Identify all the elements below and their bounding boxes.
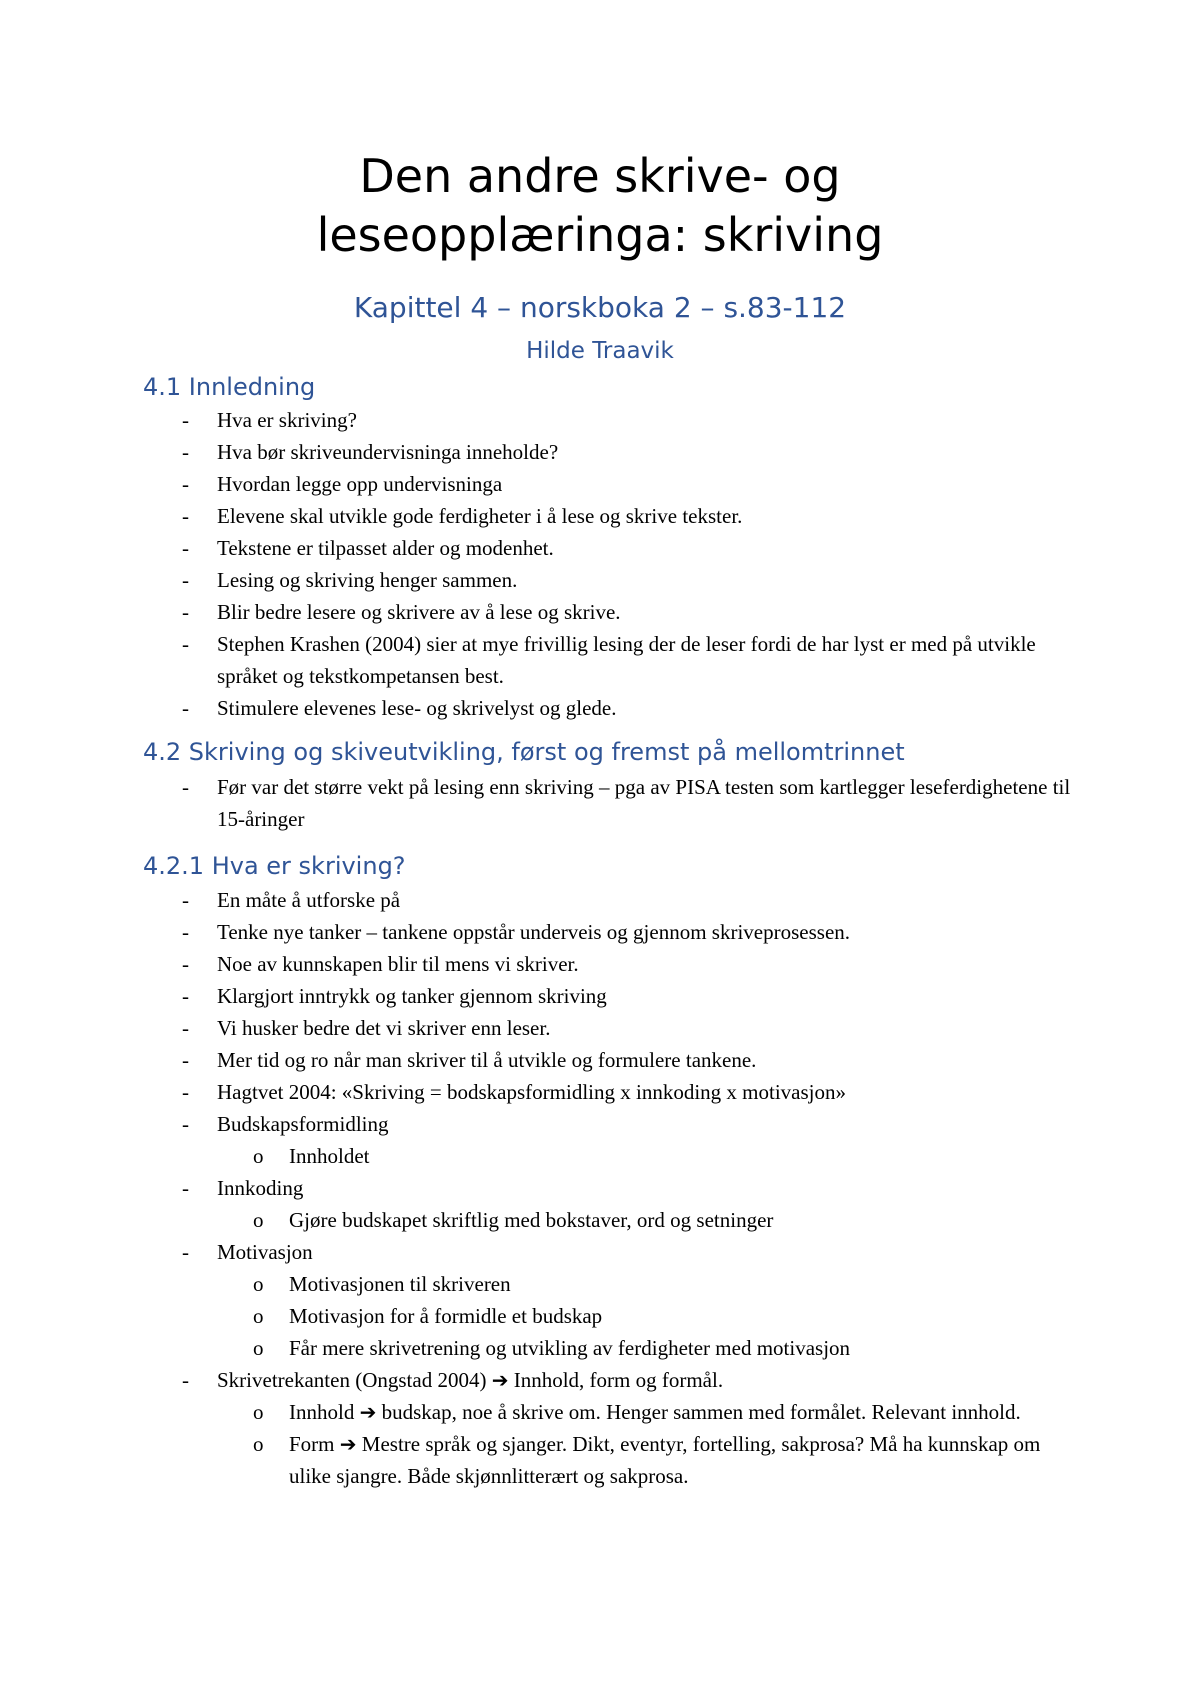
list-item: - Motivasjon	[0, 1236, 1077, 1268]
circle-bullet-icon: o	[253, 1208, 264, 1232]
list-item: - Klargjort inntrykk og tanker gjennom skriving	[0, 980, 1077, 1012]
list-item: - Før var det større vekt på lesing enn skriving – pga av PISA testen som kartlegger leseferdighetene til 15-åringer	[0, 771, 1077, 835]
section-heading-4-2: 4.2 Skriving og skiveutvikling, først og fremst på mellomtrinnet	[143, 738, 905, 766]
list-item: - Elevene skal utvikle gode ferdigheter i å lese og skrive tekster.	[0, 500, 1077, 532]
section-4-2-1-list	[0, 884, 1200, 1492]
list-item: - Noe av kunnskapen blir til mens vi skriver.	[0, 948, 1077, 980]
list-item: - Blir bedre lesere og skrivere av å lese og skrive.	[0, 596, 1077, 628]
sub-list-item: o Motivasjonen til skriveren	[0, 1268, 1079, 1300]
circle-bullet-icon: o	[253, 1432, 264, 1456]
sub-list-item: o Motivasjon for å formidle et budskap	[0, 1300, 1079, 1332]
circle-bullet-icon: o	[253, 1304, 264, 1328]
list-item: - Hagtvet 2004: «Skriving = bodskapsformidling x innkoding x motivasjon»	[0, 1076, 1077, 1108]
sub-list-item: o Får mere skrivetrening og utvikling av ferdigheter med motivasjon	[0, 1332, 1079, 1364]
section-4-1-list	[0, 404, 1200, 724]
list-item: - Budskapsformidling	[0, 1108, 1077, 1140]
sub-list-item: o Gjøre budskapet skriftlig med bokstaver, ord og setninger	[0, 1204, 1079, 1236]
chapter-subtitle: Kapittel 4 – norskboka 2 – s.83-112	[353, 291, 847, 324]
list-item: - Hva er skriving?	[0, 404, 1077, 436]
section-heading-4-1: 4.1 Innledning	[143, 373, 316, 401]
list-item: - Stimulere elevenes lese- og skrivelyst og glede.	[0, 692, 1077, 724]
list-item: - Innkoding	[0, 1172, 1077, 1204]
list-item: - Hvordan legge opp undervisninga	[0, 468, 1077, 500]
circle-bullet-icon: o	[253, 1400, 264, 1424]
circle-bullet-icon: o	[253, 1336, 264, 1360]
author-name: Hilde Traavik	[526, 338, 674, 364]
list-item: - Lesing og skriving henger sammen.	[0, 564, 1077, 596]
sub-list-item: o Innholdet	[0, 1140, 1079, 1172]
document-title-line-1: Den andre skrive- og	[359, 149, 841, 203]
document-title-line-2: leseopplæringa: skriving	[316, 208, 884, 262]
arrow-right-icon: ➔	[491, 1368, 509, 1392]
section-4-2-list	[0, 771, 1200, 835]
section-heading-4-2-1: 4.2.1 Hva er skriving?	[143, 852, 406, 880]
list-item: - Vi husker bedre det vi skriver enn leser.	[0, 1012, 1077, 1044]
arrow-right-icon: ➔	[339, 1432, 357, 1456]
list-item: - Hva bør skriveundervisninga inneholde?	[0, 436, 1077, 468]
list-item: - Mer tid og ro når man skriver til å utvikle og formulere tankene.	[0, 1044, 1077, 1076]
list-item: - Tekstene er tilpasset alder og modenhet.	[0, 532, 1077, 564]
circle-bullet-icon: o	[253, 1272, 264, 1296]
sub-list-item: o Innhold ➔ budskap, noe å skrive om. Henger sammen med formålet. Relevant innhold.	[0, 1396, 1079, 1428]
arrow-right-icon: ➔	[359, 1400, 377, 1424]
list-item: - Skrivetrekanten (Ongstad 2004) ➔ Innhold, form og formål.	[0, 1364, 1077, 1396]
list-item: - En måte å utforske på	[0, 884, 1077, 916]
list-item: - Stephen Krashen (2004) sier at mye frivillig lesing der de leser fordi de har lyst er med på utvikle språket og tekstkompetansen best.	[0, 628, 1077, 692]
list-item: - Tenke nye tanker – tankene oppstår underveis og gjennom skriveprosessen.	[0, 916, 1077, 948]
circle-bullet-icon: o	[253, 1144, 264, 1168]
sub-list-item: o Form ➔ Mestre språk og sjanger. Dikt, eventyr, fortelling, sakprosa? Må ha kunnskap om ulike sjangre. Både skjønnlitterært og sakprosa.	[0, 1428, 1079, 1492]
